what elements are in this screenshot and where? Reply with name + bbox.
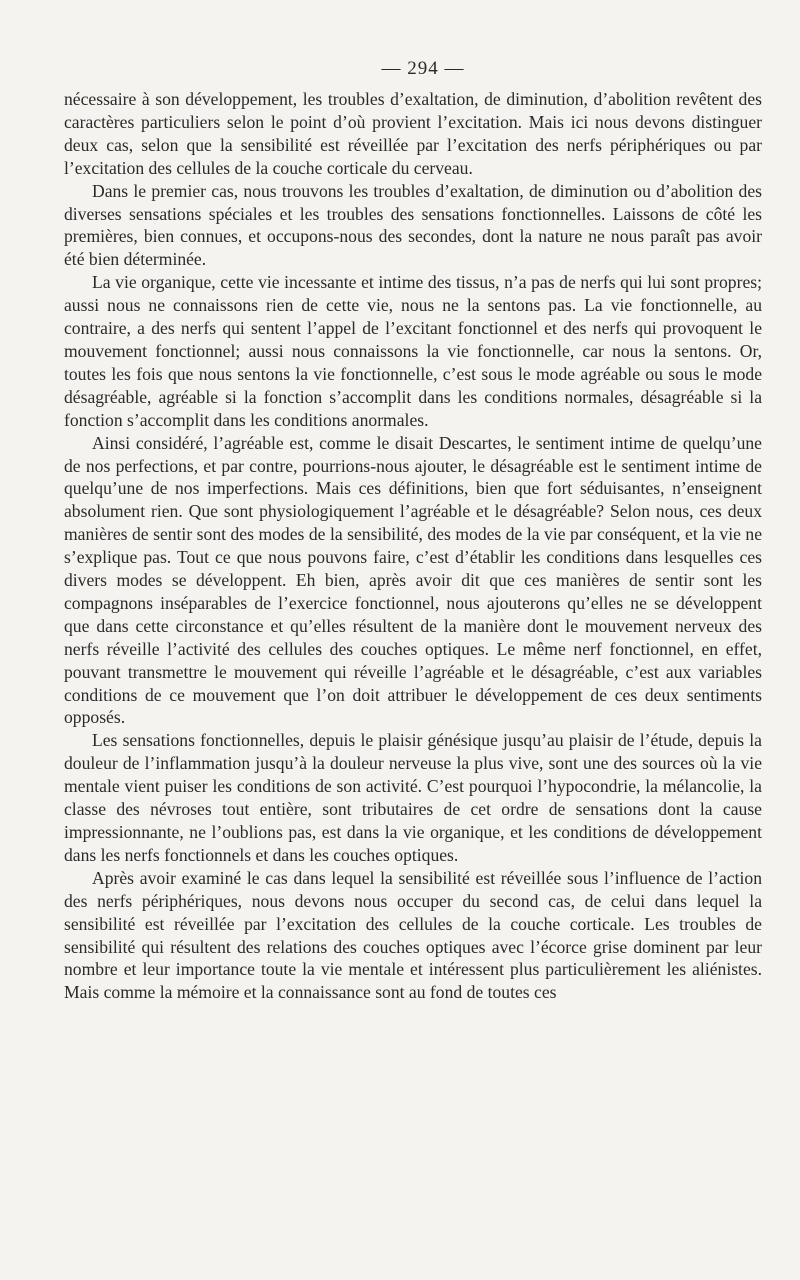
page-number: — 294 — <box>381 58 465 79</box>
paragraph-5: Les sensations fonctionnelles, depuis le plaisir génésique jusqu’au plaisir de l’étude, depuis la douleur de l’inflammation jusqu’à la douleur nerveuse la plus vive, sont une des sources où la vie mentale vient puiser les conditions de son activité. C’est pourquoi l’hypocondrie, la mélancolie, la classe des névroses tout entière, sont tributaires de cet ordre de sensations dont la cause impressionnante, ne l’oublions pas, est dans la vie organique, et les conditions de développement dans les nerfs fonctionnels et dans les couches optiques. <box>64 730 762 865</box>
paragraph-1: nécessaire à son développement, les troubles d’exaltation, de diminution, d’abolition revêtent des caractères particuliers selon le point d’où provient l’excitation. Mais ici nous devons distinguer deux cas, selon que la sensibilité est réveillée par l’excitation des nerfs périphériques ou par l’excitation des cellules de la couche corticale du cerveau. <box>64 89 762 178</box>
body-text <box>64 88 762 1004</box>
paragraph-2: Dans le premier cas, nous trouvons les troubles d’exaltation, de diminution ou d’abolition des diverses sensations spéciales et les troubles des sensations fonctionnelles. Laissons de côté les premières, bien connues, et occupons-nous des secondes, dont la nature ne nous paraît pas avoir été bien déterminée. <box>64 180 762 270</box>
paragraph-3: La vie organique, cette vie incessante et intime des tissus, n’a pas de nerfs qui lui sont propres; aussi nous ne connaissons rien de cette vie, nous ne la sentons pas. La vie fonctionnelle, au contraire, a des nerfs qui sentent l’appel de l’excitant fonctionnel et des nerfs qui provoquent le mouvement fonctionnel; aussi nous connaissons la vie fonctionnelle, car nous la sentons. Or, toutes les fois que nous sentons la vie fonctionnelle, c’est sous le mode agréable ou sous le mode désagréable, agréable si la fonction s’accomplit dans les conditions normales, désagréable si la fonction s’accomplit dans les conditions anormales. <box>64 272 762 430</box>
paragraph-4: Ainsi considéré, l’agréable est, comme le disait Descartes, le sentiment intime de quelqu’une de nos perfections, et par contre, pourrions-nous ajouter, le désagréable est le sentiment intime de quelqu’une de nos imperfections. Mais ces définitions, bien que fort séduisantes, n’enseignent absolument rien. Que sont physiologiquement l’agréable et le désagréable? Selon nous, ces deux manières de sentir sont des modes de la sensibilité, des modes de la vie par conséquent, et la vie ne s’explique pas. Tout ce que nous pouvons faire, c’est d’établir les conditions dans lesquelles ces divers modes se développent. Eh bien, après avoir dit que ces manières de sentir sont les compagnons inséparables de l’exercice fonctionnel, nous ajouterons qu’elles ne se développent que dans cette circonstance et qu’elles résultent de la manière dont le mouvement nerveux des nerfs réveille l’activité des cellules des couches optiques. Le même nerf fonctionnel, en effet, pouvant transmettre le mouvement qui réveille l’agréable et le désagréable, c’est aux variables conditions de ce mouvement que l’on doit attribuer le développement de ces deux sentiments opposés. <box>64 432 762 728</box>
paragraph-6: Après avoir examiné le cas dans lequel la sensibilité est réveillée sous l’influence de l’action des nerfs périphériques, nous devons nous occuper du second cas, de celui dans lequel la sensibilité est réveillée par l’excitation des cellules de la couche corticale. Les troubles de sensibilité qui résultent des relations des couches optiques avec l’écorce grise dominent par leur nombre et leur importance toute la vie mentale et intéressent plus particulièrement les aliénistes. Mais comme la mémoire et la connaissance sont au fond de toutes ces <box>64 867 762 1003</box>
